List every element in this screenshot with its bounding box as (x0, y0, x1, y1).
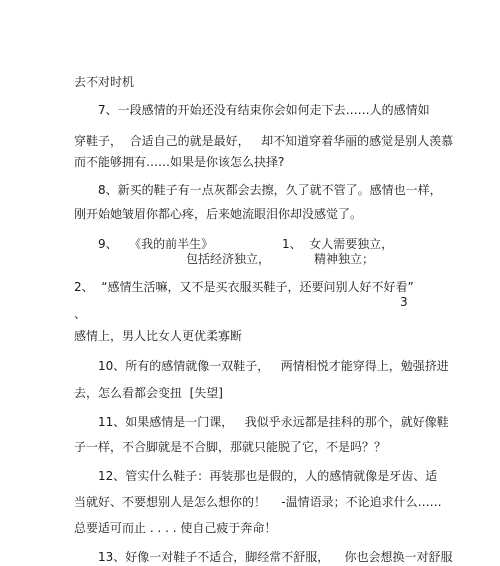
text-line: 去不对时机 (74, 75, 135, 89)
text-line: 子一样，不合脚就是不合脚，那就只能脱了它，不是吗？？ (74, 440, 387, 454)
text-line: 而不能够拥有……如果是你该怎么抉择? (74, 155, 285, 169)
text-line: 当就好、不要想别人是怎么想你的！ -温情语录；不论追求什么…… (74, 495, 442, 509)
text-line: 8、新买的鞋子有一点灰都会去擦，久了就不管了。感情也一样， (98, 183, 442, 197)
text-line: 感情上，男人比女人更优柔寡断 (74, 329, 243, 343)
text-line: 1、 女人需要独立， (282, 237, 394, 251)
text-line: 9、 《我的前半生》 (98, 237, 214, 251)
text-line: 10、所有的感情就像一双鞋子， 两情相悦才能穿得上，勉强挤进 (98, 359, 449, 373)
text-line: 11、如果感情是一门课， 我似乎永远都是挂科的那个，就好像鞋 (98, 415, 449, 429)
text-line: 12、管实什么鞋子：再装那也是假的，人的感情就像是牙齿、适 (98, 469, 438, 483)
text-line: 刚开始她皱眉你都心疼，后来她流眼泪你却没感觉了。 (74, 207, 363, 221)
text-line: 2、 “感情生活嘛，又不是买衣服买鞋子，还要问别人好不好看” (74, 280, 414, 294)
text-line: 3 (400, 295, 408, 309)
text-line: 、 (74, 307, 87, 321)
text-line: 13、好像一对鞋子不适合，脚经常不舒服， 你也会想换一对舒服 (98, 550, 453, 564)
text-line: 总要适可而止 . . . . 使自己疲于奔命！ (74, 521, 277, 535)
text-line: 穿鞋子， 合适自己的就是最好， 却不知道穿着华丽的感觉是别人羡慕 (74, 134, 454, 148)
text-line: 7、一段感情的开始还没有结束你会如何走下去……人的感情如 (98, 103, 430, 117)
text-line: 去，怎么看都会变扭 [失望] (74, 386, 223, 400)
text-line: 精神独立； (314, 252, 375, 266)
text-line: 包括经济独立， (186, 252, 271, 266)
